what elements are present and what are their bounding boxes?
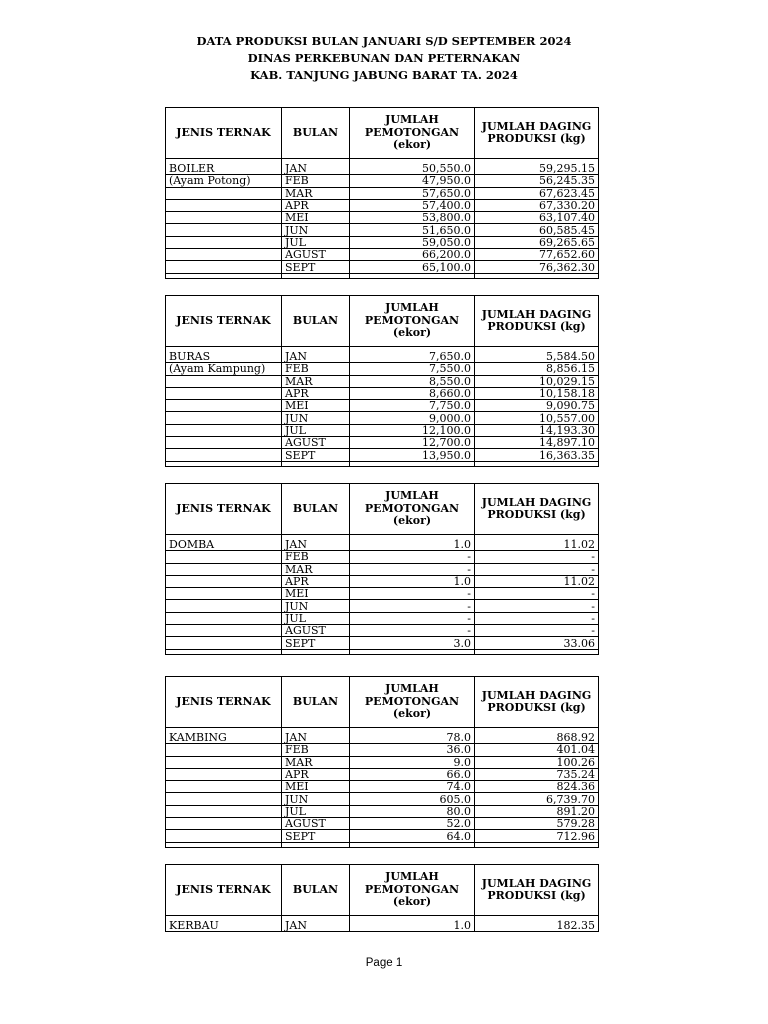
cell-jenis-ternak: (Ayam Kampung): [166, 363, 282, 375]
cell-jumlah-daging: 868.92: [475, 732, 599, 744]
cell-bulan: AGUST: [282, 625, 350, 637]
cell-bulan: AGUST: [282, 437, 350, 449]
cell-bulan: MAR: [282, 375, 350, 387]
cell-jenis-ternak: [166, 551, 282, 563]
cell-jumlah-pemotongan: 78.0: [350, 732, 475, 744]
cell-jumlah-daging: 712.96: [475, 830, 599, 842]
header-jumlah-daging: [475, 484, 599, 535]
cell-jumlah-daging: 16,363.35: [475, 449, 599, 461]
cell-jumlah-pemotongan: -: [350, 625, 475, 637]
header-jumlah-pemotongan: [350, 296, 475, 347]
cell-jumlah-pemotongan: -: [350, 563, 475, 575]
cell-bulan: JUN: [282, 412, 350, 424]
header-daging-line: JUMLAH DAGING: [481, 688, 592, 702]
cell-jumlah-daging: -: [475, 600, 599, 612]
cell-bulan: APR: [282, 575, 350, 587]
title-line-2: DINAS PERKEBUNAN DAN PETERNAKAN: [247, 51, 521, 65]
cell-bulan: JAN: [282, 920, 350, 932]
header-bulan: BULAN: [282, 484, 350, 535]
cell-jenis-ternak: [166, 744, 282, 756]
header-jumlah-daging: [475, 865, 599, 916]
header-jumlah-line: JUMLAH: [385, 682, 439, 696]
cell-jumlah-pemotongan: 1.0: [350, 575, 475, 587]
cell-bulan: JAN: [282, 732, 350, 744]
blank-row: [166, 461, 599, 466]
cell-jumlah-pemotongan: 12,700.0: [350, 437, 475, 449]
cell-jenis-ternak: [166, 588, 282, 600]
header-ekor-line: (ekor): [392, 895, 432, 909]
cell-jumlah-pemotongan: 47,950.0: [350, 175, 475, 187]
table-row: [166, 249, 599, 261]
cell-bulan: FEB: [282, 363, 350, 375]
table-row: [166, 818, 599, 830]
production-table: [165, 676, 599, 848]
cell-jumlah-daging: 67,330.20: [475, 199, 599, 211]
cell-jumlah-pemotongan: 1.0: [350, 539, 475, 551]
header-row: [166, 865, 599, 916]
cell-bulan: AGUST: [282, 818, 350, 830]
cell-jumlah-daging: 14,897.10: [475, 437, 599, 449]
cell-jumlah-pemotongan: 74.0: [350, 781, 475, 793]
cell-jumlah-pemotongan: 66.0: [350, 768, 475, 780]
cell-jenis-ternak: [166, 600, 282, 612]
cell-jumlah-pemotongan: 57,400.0: [350, 199, 475, 211]
table-row: [166, 768, 599, 780]
header-pemotongan-line: PEMOTONGAN: [364, 694, 460, 708]
table-row: [166, 412, 599, 424]
table-row: [166, 224, 599, 236]
header-jenis-ternak: JENIS TERNAK: [166, 296, 282, 347]
header-jumlah-pemotongan: [350, 108, 475, 159]
cell-jumlah-daging: 401.04: [475, 744, 599, 756]
cell-jenis-ternak: [166, 199, 282, 211]
header-jumlah-pemotongan: [350, 677, 475, 728]
cell-jenis-ternak: [166, 637, 282, 649]
cell-jumlah-daging: 10,158.18: [475, 387, 599, 399]
table-row: [166, 744, 599, 756]
table-row: [166, 830, 599, 842]
cell-jenis-ternak: [166, 437, 282, 449]
table-row: [166, 363, 599, 375]
cell-jumlah-pemotongan: 1.0: [350, 920, 475, 932]
cell-jenis-ternak: [166, 187, 282, 199]
cell-bulan: JAN: [282, 539, 350, 551]
title-line-1: DATA PRODUKSI BULAN JANUARI S/D SEPTEMBER 2024: [196, 34, 572, 48]
cell-bulan: JUN: [282, 224, 350, 236]
cell-jumlah-daging: -: [475, 551, 599, 563]
header-jumlah-line: JUMLAH: [385, 113, 439, 127]
table-row: [166, 351, 599, 363]
cell-jumlah-pemotongan: 51,650.0: [350, 224, 475, 236]
cell-jenis-ternak: [166, 400, 282, 412]
cell-bulan: JUL: [282, 805, 350, 817]
header-bulan: BULAN: [282, 296, 350, 347]
cell-jenis-ternak: BURAS: [166, 351, 282, 363]
cell-jumlah-pemotongan: 8,550.0: [350, 375, 475, 387]
header-jumlah-pemotongan: [350, 484, 475, 535]
cell-jenis-ternak: [166, 756, 282, 768]
cell-jumlah-daging: -: [475, 588, 599, 600]
cell-bulan: JUN: [282, 793, 350, 805]
table-row: [166, 375, 599, 387]
header-bulan: BULAN: [282, 677, 350, 728]
page-number: Page 1: [365, 957, 403, 969]
cell-jumlah-pemotongan: 9,000.0: [350, 412, 475, 424]
cell-jumlah-pemotongan: -: [350, 551, 475, 563]
cell-jumlah-daging: 10,029.15: [475, 375, 599, 387]
cell-jumlah-pemotongan: 36.0: [350, 744, 475, 756]
document-title: [0, 33, 768, 84]
cell-jenis-ternak: [166, 768, 282, 780]
cell-bulan: AGUST: [282, 249, 350, 261]
cell-jumlah-daging: -: [475, 612, 599, 624]
cell-jenis-ternak: [166, 612, 282, 624]
cell-jenis-ternak: [166, 793, 282, 805]
cell-jenis-ternak: BOILER: [166, 163, 282, 175]
table-row: [166, 637, 599, 649]
header-daging-line: JUMLAH DAGING: [481, 876, 592, 890]
cell-jumlah-daging: 69,265.65: [475, 236, 599, 248]
cell-bulan: MEI: [282, 588, 350, 600]
cell-bulan: MAR: [282, 187, 350, 199]
production-table: [165, 864, 599, 932]
header-produksi-line: PRODUKSI (kg): [487, 508, 586, 521]
cell-jumlah-daging: 33.06: [475, 637, 599, 649]
cell-jumlah-pemotongan: -: [350, 612, 475, 624]
cell-jumlah-pemotongan: 59,050.0: [350, 236, 475, 248]
cell-jumlah-pemotongan: 605.0: [350, 793, 475, 805]
cell-jumlah-pemotongan: 80.0: [350, 805, 475, 817]
cell-bulan: JUL: [282, 424, 350, 436]
cell-jumlah-daging: 8,856.15: [475, 363, 599, 375]
table-row: [166, 781, 599, 793]
cell-jenis-ternak: [166, 781, 282, 793]
cell-jenis-ternak: KERBAU: [166, 920, 282, 932]
cell-jumlah-pemotongan: 9.0: [350, 756, 475, 768]
header-pemotongan-line: PEMOTONGAN: [364, 882, 460, 896]
table-row: [166, 449, 599, 461]
header-jumlah-line: JUMLAH: [385, 301, 439, 315]
table-row: [166, 187, 599, 199]
header-pemotongan-line: PEMOTONGAN: [364, 313, 460, 327]
cell-jumlah-pemotongan: 13,950.0: [350, 449, 475, 461]
table-row: [166, 920, 599, 932]
header-ekor-line: (ekor): [392, 138, 432, 152]
table-row: [166, 612, 599, 624]
table-row: [166, 756, 599, 768]
table-row: [166, 575, 599, 587]
cell-bulan: JUN: [282, 600, 350, 612]
cell-jenis-ternak: [166, 449, 282, 461]
header-daging-line: JUMLAH DAGING: [481, 495, 592, 509]
header-jumlah-daging: [475, 677, 599, 728]
cell-bulan: JAN: [282, 163, 350, 175]
table-row: [166, 261, 599, 273]
table-row: [166, 199, 599, 211]
header-jenis-ternak: JENIS TERNAK: [166, 484, 282, 535]
cell-jumlah-daging: 56,245.35: [475, 175, 599, 187]
cell-bulan: APR: [282, 768, 350, 780]
cell-bulan: FEB: [282, 744, 350, 756]
table-row: [166, 563, 599, 575]
cell-jumlah-pemotongan: 57,650.0: [350, 187, 475, 199]
table-row: [166, 732, 599, 744]
cell-jenis-ternak: [166, 224, 282, 236]
blank-row: [166, 273, 599, 278]
cell-jumlah-pemotongan: 3.0: [350, 637, 475, 649]
header-produksi-line: PRODUKSI (kg): [487, 132, 586, 145]
cell-jumlah-pemotongan: 66,200.0: [350, 249, 475, 261]
header-jumlah-line: JUMLAH: [385, 870, 439, 884]
table-row: [166, 539, 599, 551]
cell-jenis-ternak: [166, 805, 282, 817]
cell-jumlah-pemotongan: -: [350, 600, 475, 612]
cell-jumlah-pemotongan: 7,650.0: [350, 351, 475, 363]
cell-jenis-ternak: [166, 236, 282, 248]
production-table: [165, 295, 599, 467]
table-row: [166, 437, 599, 449]
cell-jumlah-pemotongan: 52.0: [350, 818, 475, 830]
cell-jumlah-daging: 6,739.70: [475, 793, 599, 805]
cell-jumlah-daging: 579.28: [475, 818, 599, 830]
table-row: [166, 387, 599, 399]
cell-jumlah-daging: 100.26: [475, 756, 599, 768]
table-row: [166, 175, 599, 187]
cell-jenis-ternak: DOMBA: [166, 539, 282, 551]
cell-bulan: SEPT: [282, 261, 350, 273]
cell-jenis-ternak: [166, 424, 282, 436]
header-daging-line: JUMLAH DAGING: [481, 307, 592, 321]
header-ekor-line: (ekor): [392, 514, 432, 528]
header-row: [166, 677, 599, 728]
cell-jenis-ternak: KAMBING: [166, 732, 282, 744]
table-row: [166, 625, 599, 637]
table-row: [166, 212, 599, 224]
cell-jenis-ternak: [166, 575, 282, 587]
cell-bulan: APR: [282, 199, 350, 211]
header-jenis-ternak: JENIS TERNAK: [166, 108, 282, 159]
cell-jenis-ternak: [166, 249, 282, 261]
cell-jumlah-pemotongan: 50,550.0: [350, 163, 475, 175]
cell-jumlah-daging: -: [475, 625, 599, 637]
header-row: [166, 108, 599, 159]
cell-jenis-ternak: (Ayam Potong): [166, 175, 282, 187]
cell-bulan: SEPT: [282, 449, 350, 461]
cell-jumlah-daging: 11.02: [475, 575, 599, 587]
cell-jumlah-pemotongan: 53,800.0: [350, 212, 475, 224]
production-table: [165, 107, 599, 279]
cell-jumlah-daging: 60,585.45: [475, 224, 599, 236]
header-jumlah-pemotongan: [350, 865, 475, 916]
cell-jumlah-pemotongan: 8,660.0: [350, 387, 475, 399]
cell-bulan: MEI: [282, 400, 350, 412]
cell-jumlah-daging: 11.02: [475, 539, 599, 551]
title-line-3: KAB. TANJUNG JABUNG BARAT TA. 2024: [250, 68, 518, 82]
header-jumlah-daging: [475, 108, 599, 159]
cell-bulan: JAN: [282, 351, 350, 363]
cell-bulan: JUL: [282, 612, 350, 624]
cell-bulan: SEPT: [282, 637, 350, 649]
header-produksi-line: PRODUKSI (kg): [487, 889, 586, 902]
production-table: [165, 483, 599, 655]
cell-bulan: FEB: [282, 551, 350, 563]
cell-bulan: APR: [282, 387, 350, 399]
cell-jenis-ternak: [166, 563, 282, 575]
header-ekor-line: (ekor): [392, 707, 432, 721]
cell-bulan: JUL: [282, 236, 350, 248]
cell-jumlah-daging: 824.36: [475, 781, 599, 793]
cell-jumlah-pemotongan: -: [350, 588, 475, 600]
cell-jenis-ternak: [166, 830, 282, 842]
table-row: [166, 805, 599, 817]
cell-bulan: FEB: [282, 175, 350, 187]
cell-jumlah-daging: 77,652.60: [475, 249, 599, 261]
cell-jumlah-daging: 63,107.40: [475, 212, 599, 224]
table-row: [166, 236, 599, 248]
cell-jumlah-pemotongan: 12,100.0: [350, 424, 475, 436]
cell-jumlah-daging: 14,193.30: [475, 424, 599, 436]
table-row: [166, 551, 599, 563]
header-pemotongan-line: PEMOTONGAN: [364, 501, 460, 515]
cell-jumlah-daging: 182.35: [475, 920, 599, 932]
table-row: [166, 793, 599, 805]
cell-bulan: MAR: [282, 563, 350, 575]
cell-bulan: MEI: [282, 212, 350, 224]
header-produksi-line: PRODUKSI (kg): [487, 320, 586, 333]
header-row: [166, 296, 599, 347]
header-produksi-line: PRODUKSI (kg): [487, 701, 586, 714]
cell-jenis-ternak: [166, 625, 282, 637]
cell-jumlah-daging: 10,557.00: [475, 412, 599, 424]
cell-jenis-ternak: [166, 375, 282, 387]
cell-jumlah-daging: 9,090.75: [475, 400, 599, 412]
cell-bulan: SEPT: [282, 830, 350, 842]
blank-row: [166, 649, 599, 654]
cell-jumlah-pemotongan: 7,550.0: [350, 363, 475, 375]
cell-jumlah-pemotongan: 7,750.0: [350, 400, 475, 412]
cell-jumlah-pemotongan: 64.0: [350, 830, 475, 842]
table-row: [166, 588, 599, 600]
cell-bulan: MAR: [282, 756, 350, 768]
cell-jumlah-daging: 5,584.50: [475, 351, 599, 363]
cell-jumlah-daging: 67,623.45: [475, 187, 599, 199]
table-row: [166, 424, 599, 436]
header-jumlah-line: JUMLAH: [385, 489, 439, 503]
cell-jenis-ternak: [166, 387, 282, 399]
header-bulan: BULAN: [282, 108, 350, 159]
cell-jumlah-daging: 59,295.15: [475, 163, 599, 175]
header-row: [166, 484, 599, 535]
header-jenis-ternak: JENIS TERNAK: [166, 865, 282, 916]
table-row: [166, 600, 599, 612]
cell-jumlah-daging: 76,362.30: [475, 261, 599, 273]
cell-jenis-ternak: [166, 212, 282, 224]
header-daging-line: JUMLAH DAGING: [481, 119, 592, 133]
cell-jenis-ternak: [166, 412, 282, 424]
header-ekor-line: (ekor): [392, 326, 432, 340]
cell-jumlah-daging: 735.24: [475, 768, 599, 780]
cell-jenis-ternak: [166, 261, 282, 273]
table-row: [166, 400, 599, 412]
cell-jenis-ternak: [166, 818, 282, 830]
cell-jumlah-pemotongan: 65,100.0: [350, 261, 475, 273]
cell-jumlah-daging: 891.20: [475, 805, 599, 817]
header-jumlah-daging: [475, 296, 599, 347]
table-row: [166, 163, 599, 175]
cell-bulan: MEI: [282, 781, 350, 793]
header-bulan: BULAN: [282, 865, 350, 916]
header-pemotongan-line: PEMOTONGAN: [364, 125, 460, 139]
blank-row: [166, 842, 599, 847]
header-jenis-ternak: JENIS TERNAK: [166, 677, 282, 728]
cell-jumlah-daging: -: [475, 563, 599, 575]
